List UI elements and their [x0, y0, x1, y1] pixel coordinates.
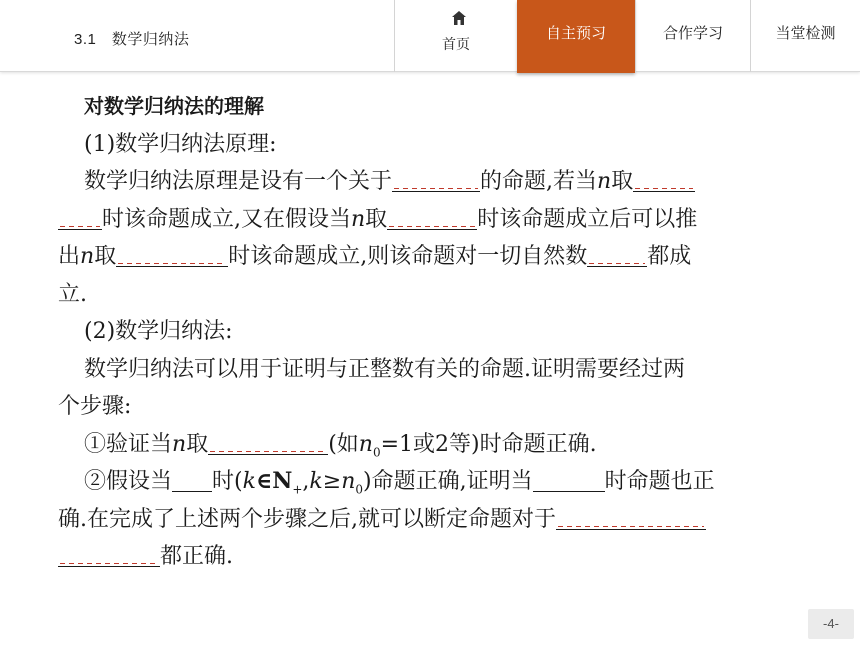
tab-cooperative-learning[interactable]: 合作学习 [635, 0, 750, 72]
step-2: ②假设当 时$(k\in N_+,k\ge n_0)$命题正确,证明当 时命题也正 [84, 468, 715, 497]
lesson-content [58, 88, 808, 576]
answer-blank[interactable] [556, 504, 706, 530]
section-title: 3.1 数学归纳法 [74, 31, 190, 48]
answer-blank[interactable] [387, 204, 477, 230]
home-button[interactable] [394, 0, 517, 72]
tab-class-check[interactable]: 当堂检测 [750, 0, 860, 72]
text-line: 确.在完成了上述两个步骤之后,就可以断定命题对于 [58, 501, 808, 539]
top-nav-bar [0, 0, 860, 72]
answer-blank[interactable] [172, 466, 212, 492]
content-heading: 对数学归纳法的理解 [84, 94, 264, 118]
answer-blank[interactable] [58, 204, 102, 230]
text-line: 立. [58, 281, 87, 307]
answer-blank[interactable] [208, 429, 328, 455]
home-icon [452, 11, 466, 25]
step-1: ①验证当n取 (如$n_0=1$或2等)时命题正确. [58, 426, 808, 464]
answer-blank[interactable] [587, 241, 647, 267]
answer-blank[interactable] [633, 166, 695, 192]
text-line: 数学归纳法可以用于证明与正整数有关的命题.证明需要经过两 [84, 356, 685, 382]
paragraph-1-title: (1)数学归纳法原理: [84, 131, 277, 157]
text-line: 个步骤: [58, 394, 132, 419]
answer-blank[interactable] [58, 541, 160, 567]
home-label: 首页 [442, 36, 470, 52]
text-line: 时该命题成立,又在假设当n取 时该命题成立后可以推 [58, 201, 808, 239]
text-line: 都正确. [58, 538, 808, 576]
paragraph-2-title: (2)数学归纳法: [84, 319, 233, 344]
tab-self-study[interactable]: 自主预习 [517, 0, 635, 73]
answer-blank[interactable] [392, 166, 480, 192]
text-line: 数学归纳法原理是设有一个关于 的命题,若当n取 [58, 163, 808, 201]
text-line: 出n取 时该命题成立,则该命题对一切自然数 都成 [58, 238, 808, 276]
answer-blank[interactable] [533, 466, 605, 492]
page-number: -4- [808, 609, 854, 639]
answer-blank[interactable] [116, 241, 228, 267]
